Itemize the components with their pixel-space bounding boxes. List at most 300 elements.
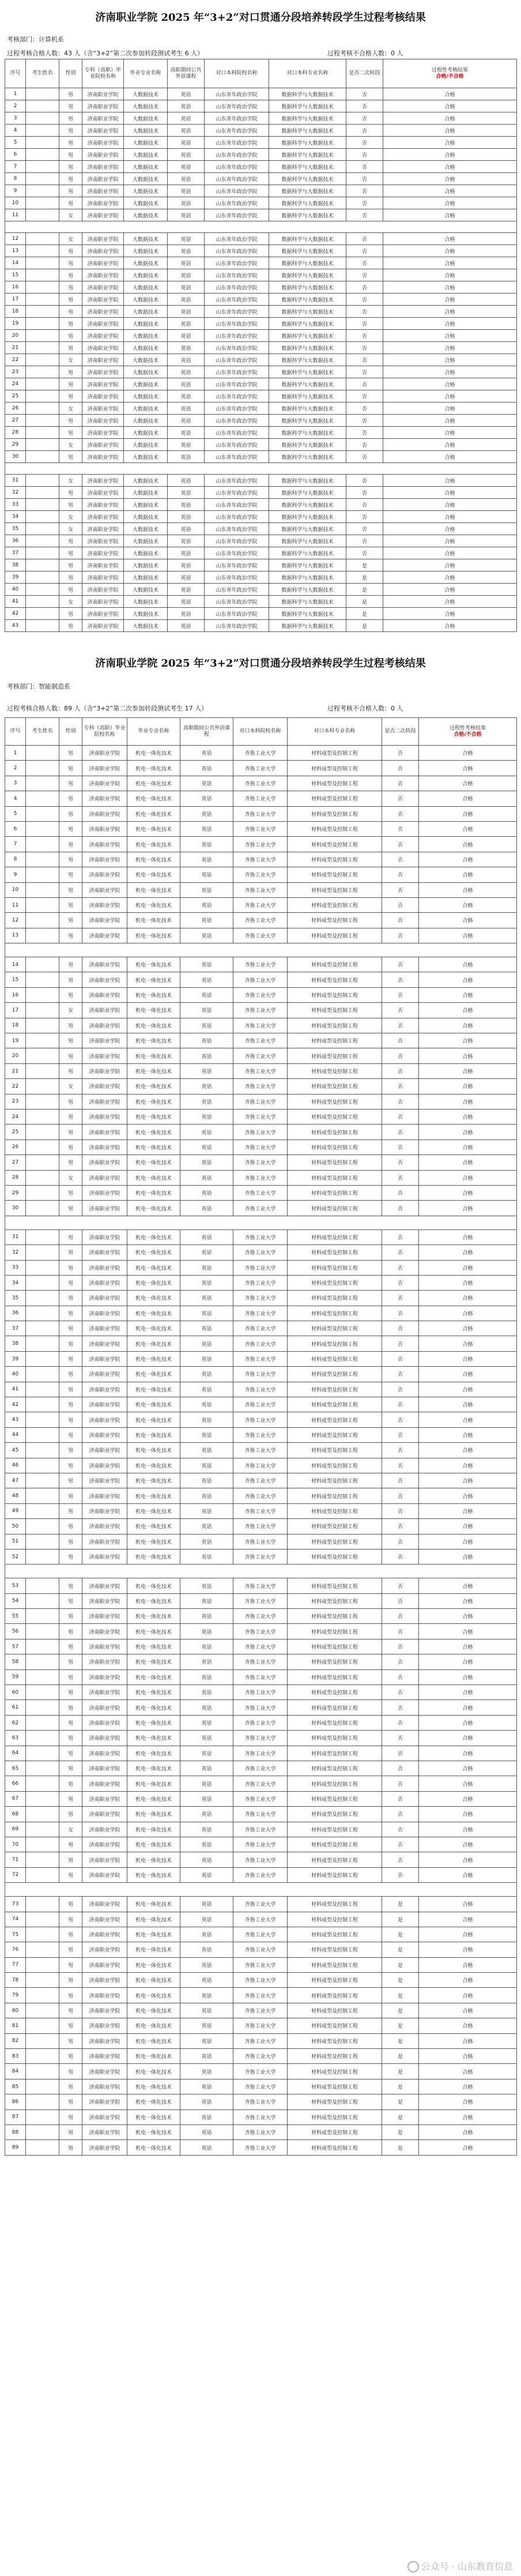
row-number: 9 [5, 867, 26, 882]
table-row [5, 2124, 517, 2139]
table-row [5, 584, 517, 596]
target-university: 齐鲁工业大学 [233, 1578, 288, 1593]
target-university: 齐鲁工业大学 [233, 761, 288, 776]
gender: 男 [59, 294, 82, 306]
table-row [5, 559, 517, 571]
row-number: 21 [5, 1063, 26, 1078]
college-name: 济南职业学院 [82, 1488, 127, 1503]
student-name [26, 806, 59, 821]
target-major: 材料成型及控制工程 [288, 1306, 382, 1321]
college-name: 济南职业学院 [82, 1700, 127, 1715]
college-name: 济南职业学院 [82, 2124, 127, 2139]
major-name: 大数据技术 [124, 137, 168, 149]
row-number: 69 [5, 1822, 26, 1837]
row-number: 35 [5, 523, 26, 535]
foreign-language: 英语 [168, 257, 205, 269]
result: 合格 [419, 1412, 517, 1427]
target-major: 材料成型及控制工程 [288, 1519, 382, 1534]
row-number: 18 [5, 1018, 26, 1033]
student-name [26, 257, 59, 269]
target-major: 材料成型及控制工程 [288, 1155, 382, 1170]
row-number: 52 [5, 1549, 26, 1564]
student-name [26, 1201, 59, 1216]
student-name [26, 535, 59, 547]
result: 合格 [419, 1018, 517, 1033]
major-name: 大数据技术 [124, 571, 168, 584]
student-name [26, 137, 59, 149]
gender: 男 [59, 1351, 82, 1366]
major-name: 机电一体化技术 [127, 1291, 180, 1306]
major-name: 机电一体化技术 [127, 1427, 180, 1442]
result: 合格 [419, 957, 517, 972]
target-major: 材料成型及控制工程 [288, 1473, 382, 1488]
row-number: 17 [5, 294, 26, 306]
gender: 男 [59, 1578, 82, 1593]
row-number: 14 [5, 957, 26, 972]
target-university: 山东青年政治学院 [205, 173, 269, 185]
row-number: 65 [5, 1761, 26, 1776]
college-name: 济南职业学院 [82, 330, 124, 342]
second-transfer: 否 [382, 1700, 419, 1715]
college-name: 济南职业学院 [82, 197, 124, 209]
gender: 女 [59, 1170, 82, 1185]
target-major: 材料成型及控制工程 [288, 1746, 382, 1761]
target-major: 材料成型及控制工程 [288, 1003, 382, 1018]
result: 合格 [419, 1715, 517, 1730]
college-name: 济南职业学院 [82, 1549, 127, 1564]
row-number: 36 [5, 1306, 26, 1321]
result: 合格 [419, 776, 517, 791]
row-number: 39 [5, 571, 26, 584]
row-number: 88 [5, 2124, 26, 2139]
result: 合格 [419, 1048, 517, 1063]
foreign-language: 英语 [168, 403, 205, 415]
student-name [26, 972, 59, 987]
table-row [5, 1412, 517, 1427]
college-name: 济南职业学院 [82, 354, 124, 366]
target-university: 齐鲁工业大学 [233, 1807, 288, 1822]
college-name: 济南职业学院 [82, 559, 124, 571]
gender: 男 [59, 1837, 82, 1852]
result: 合格 [419, 1639, 517, 1654]
second-transfer: 否 [382, 1807, 419, 1822]
target-major: 材料成型及控制工程 [288, 2033, 382, 2048]
table-row [5, 257, 517, 269]
college-name: 济南职业学院 [82, 1275, 127, 1290]
major-name: 机电一体化技术 [127, 2049, 180, 2064]
result: 合格 [383, 257, 517, 269]
second-transfer: 是 [346, 620, 383, 632]
table-row [5, 439, 517, 451]
foreign-language: 英语 [180, 1609, 233, 1624]
target-university: 齐鲁工业大学 [233, 1443, 288, 1458]
major-name: 机电一体化技术 [127, 1229, 180, 1244]
foreign-language: 英语 [180, 1367, 233, 1382]
second-transfer: 否 [346, 100, 383, 112]
gender: 男 [59, 1382, 82, 1397]
target-major: 材料成型及控制工程 [288, 928, 382, 943]
student-name [26, 1155, 59, 1170]
result: 合格 [383, 318, 517, 330]
target-university: 齐鲁工业大学 [233, 1534, 288, 1549]
second-transfer: 否 [346, 415, 383, 427]
target-university: 齐鲁工业大学 [233, 1973, 288, 1988]
result: 合格 [419, 791, 517, 806]
row-number: 7 [5, 837, 26, 852]
result: 合格 [419, 1033, 517, 1048]
foreign-language: 英语 [180, 913, 233, 928]
row-number: 31 [5, 475, 26, 487]
page-break-cell [5, 1565, 517, 1578]
gender: 男 [59, 957, 82, 972]
major-name: 机电一体化技术 [127, 1578, 180, 1593]
column-header: 专科（高职）毕业院校名称 [82, 718, 127, 746]
foreign-language: 英语 [168, 427, 205, 439]
gender: 男 [59, 821, 82, 836]
target-university: 齐鲁工业大学 [233, 987, 288, 1002]
page-break-row [5, 1565, 517, 1578]
gender: 男 [59, 1685, 82, 1700]
result: 合格 [419, 1306, 517, 1321]
target-major: 材料成型及控制工程 [288, 1245, 382, 1260]
target-university: 齐鲁工业大学 [233, 928, 288, 943]
college-name: 济南职业学院 [82, 547, 124, 559]
foreign-language: 英语 [180, 1427, 233, 1442]
target-university: 山东青年政治学院 [205, 596, 269, 608]
major-name: 机电一体化技术 [127, 1109, 180, 1124]
major-name: 大数据技术 [124, 535, 168, 547]
target-university: 山东青年政治学院 [205, 584, 269, 596]
table-row [5, 1140, 517, 1155]
target-university: 齐鲁工业大学 [233, 1412, 288, 1427]
result: 合格 [419, 1397, 517, 1412]
second-transfer: 否 [382, 1473, 419, 1488]
row-number: 77 [5, 1957, 26, 1972]
target-major: 材料成型及控制工程 [288, 882, 382, 897]
major-name: 机电一体化技术 [127, 1473, 180, 1488]
target-major: 材料成型及控制工程 [288, 2049, 382, 2064]
target-university: 齐鲁工业大学 [233, 1367, 288, 1382]
row-number: 22 [5, 354, 26, 366]
target-major: 材料成型及控制工程 [288, 2018, 382, 2033]
target-major: 材料成型及控制工程 [288, 1488, 382, 1503]
result: 合格 [383, 125, 517, 137]
foreign-language: 英语 [180, 1654, 233, 1669]
gender: 男 [59, 1609, 82, 1624]
foreign-language: 英语 [180, 1639, 233, 1654]
gender: 男 [59, 1669, 82, 1684]
major-name: 机电一体化技术 [127, 1382, 180, 1397]
table-row [5, 1109, 517, 1124]
target-major: 材料成型及控制工程 [288, 1852, 382, 1867]
target-university: 齐鲁工业大学 [233, 1822, 288, 1837]
college-name: 济南职业学院 [82, 161, 124, 173]
gender: 男 [59, 2033, 82, 2048]
table-row [5, 1685, 517, 1700]
major-name: 大数据技术 [124, 173, 168, 185]
target-major: 材料成型及控制工程 [288, 1397, 382, 1412]
foreign-language: 英语 [180, 1443, 233, 1458]
student-name [26, 354, 59, 366]
gender: 男 [59, 245, 82, 257]
college-name: 济南职业学院 [82, 1260, 127, 1275]
target-university: 齐鲁工业大学 [233, 1957, 288, 1972]
second-transfer: 否 [382, 913, 419, 928]
target-major: 数据科学与大数据技术 [269, 415, 346, 427]
row-number: 41 [5, 1382, 26, 1397]
target-major: 材料成型及控制工程 [288, 2003, 382, 2018]
target-university: 齐鲁工业大学 [233, 1033, 288, 1048]
column-header: 高职期间公共外语课程 [168, 59, 205, 88]
column-header: 考生姓名 [26, 718, 59, 746]
college-name: 济南职业学院 [82, 1473, 127, 1488]
target-major: 数据科学与大数据技术 [269, 149, 346, 161]
college-name: 济南职业学院 [82, 2033, 127, 2048]
row-number: 28 [5, 427, 26, 439]
table-row [5, 511, 517, 523]
table-row [5, 1549, 517, 1564]
student-name [26, 852, 59, 867]
foreign-language: 英语 [168, 596, 205, 608]
gender: 男 [59, 1942, 82, 1957]
foreign-language: 英语 [180, 1624, 233, 1639]
table-row [5, 1382, 517, 1397]
page-break-row [5, 1883, 517, 1897]
college-name: 济南职业学院 [82, 233, 124, 245]
college-name: 济南职业学院 [82, 100, 124, 112]
result: 合格 [419, 1746, 517, 1761]
second-transfer: 否 [382, 1185, 419, 1200]
target-major: 数据科学与大数据技术 [269, 499, 346, 511]
second-transfer: 否 [382, 1731, 419, 1746]
result: 合格 [383, 354, 517, 366]
major-name: 机电一体化技术 [127, 1912, 180, 1927]
second-transfer: 否 [346, 161, 383, 173]
student-name [26, 390, 59, 403]
page-break-cell [5, 943, 517, 957]
table-row [5, 2064, 517, 2079]
foreign-language: 英语 [168, 571, 205, 584]
gender: 男 [59, 1988, 82, 2003]
second-transfer: 否 [382, 852, 419, 867]
second-transfer: 是 [382, 1927, 419, 1942]
student-name [26, 1351, 59, 1366]
second-transfer: 否 [346, 281, 383, 294]
column-header: 毕业专业名称 [124, 59, 168, 88]
foreign-language: 英语 [180, 1321, 233, 1336]
second-transfer: 否 [382, 1746, 419, 1761]
second-transfer: 否 [382, 957, 419, 972]
major-name: 大数据技术 [124, 125, 168, 137]
college-name: 济南职业学院 [82, 1731, 127, 1746]
table-row [5, 330, 517, 342]
second-transfer: 否 [346, 475, 383, 487]
student-name [26, 1003, 59, 1018]
major-name: 机电一体化技术 [127, 1988, 180, 2003]
table-row [5, 487, 517, 499]
student-name [26, 867, 59, 882]
student-name [26, 1473, 59, 1488]
foreign-language: 英语 [180, 1125, 233, 1140]
student-name [26, 318, 59, 330]
row-number: 32 [5, 487, 26, 499]
major-name: 大数据技术 [124, 439, 168, 451]
target-major: 材料成型及控制工程 [288, 2109, 382, 2124]
target-university: 齐鲁工业大学 [233, 1593, 288, 1608]
gender: 男 [59, 620, 82, 632]
target-major: 数据科学与大数据技术 [269, 559, 346, 571]
second-transfer: 否 [382, 1033, 419, 1048]
student-name [26, 1957, 59, 1972]
foreign-language: 英语 [180, 1912, 233, 1927]
row-number: 12 [5, 913, 26, 928]
target-university: 齐鲁工业大学 [233, 1155, 288, 1170]
page-break-row [5, 463, 517, 475]
major-name: 机电一体化技术 [127, 1822, 180, 1837]
foreign-language: 英语 [180, 928, 233, 943]
college-name: 济南职业学院 [82, 1125, 127, 1140]
major-name: 机电一体化技术 [127, 791, 180, 806]
major-name: 机电一体化技术 [127, 1776, 180, 1791]
gender: 男 [59, 1549, 82, 1564]
target-major: 数据科学与大数据技术 [269, 137, 346, 149]
table-row [5, 913, 517, 928]
row-number: 61 [5, 1700, 26, 1715]
target-university: 齐鲁工业大学 [233, 1488, 288, 1503]
target-university: 齐鲁工业大学 [233, 1776, 288, 1791]
gender: 男 [59, 1761, 82, 1776]
gender: 男 [59, 1125, 82, 1140]
foreign-language: 英语 [168, 330, 205, 342]
major-name: 机电一体化技术 [127, 746, 180, 761]
college-name: 济南职业学院 [82, 511, 124, 523]
target-major: 数据科学与大数据技术 [269, 306, 346, 318]
table-row [5, 1291, 517, 1306]
table-row [5, 427, 517, 439]
college-name: 济南职业学院 [82, 366, 124, 378]
foreign-language: 英语 [180, 1852, 233, 1867]
target-major: 数据科学与大数据技术 [269, 523, 346, 535]
major-name: 大数据技术 [124, 161, 168, 173]
college-name: 济南职业学院 [82, 2109, 127, 2124]
target-major: 材料成型及控制工程 [288, 1367, 382, 1382]
college-name: 济南职业学院 [82, 1942, 127, 1957]
page-break-cell [5, 1883, 517, 1897]
result: 合格 [419, 1519, 517, 1534]
result: 合格 [419, 1351, 517, 1366]
college-name: 济南职业学院 [82, 1185, 127, 1200]
table-row [5, 821, 517, 836]
major-name: 机电一体化技术 [127, 1412, 180, 1427]
row-number: 50 [5, 1519, 26, 1534]
result: 合格 [383, 197, 517, 209]
second-transfer: 否 [382, 1079, 419, 1094]
target-major: 材料成型及控制工程 [288, 1048, 382, 1063]
gender: 男 [59, 584, 82, 596]
major-name: 机电一体化技术 [127, 1245, 180, 1260]
college-name: 济南职业学院 [82, 1654, 127, 1669]
second-transfer: 否 [346, 269, 383, 281]
college-name: 济南职业学院 [82, 1519, 127, 1534]
result: 合格 [419, 2124, 517, 2139]
major-name: 机电一体化技术 [127, 1867, 180, 1882]
target-university: 齐鲁工业大学 [233, 1063, 288, 1078]
second-transfer: 否 [382, 761, 419, 776]
target-major: 数据科学与大数据技术 [269, 112, 346, 125]
gender: 男 [59, 2140, 82, 2155]
student-name [26, 173, 59, 185]
foreign-language: 英语 [168, 499, 205, 511]
college-name: 济南职业学院 [82, 1018, 127, 1033]
row-number: 8 [5, 852, 26, 867]
result: 合格 [383, 233, 517, 245]
column-header: 是否二次转段 [382, 718, 419, 746]
second-transfer: 否 [382, 1791, 419, 1806]
table-row [5, 547, 517, 559]
gender: 男 [59, 987, 82, 1002]
second-transfer: 否 [346, 535, 383, 547]
target-university: 齐鲁工业大学 [233, 1201, 288, 1216]
gender: 男 [59, 1321, 82, 1336]
student-name [26, 1776, 59, 1791]
student-name [26, 1260, 59, 1275]
foreign-language: 英语 [168, 620, 205, 632]
major-name: 大数据技术 [124, 197, 168, 209]
target-major: 材料成型及控制工程 [288, 2079, 382, 2094]
target-university: 齐鲁工业大学 [233, 1761, 288, 1776]
foreign-language: 英语 [180, 1761, 233, 1776]
target-major: 材料成型及控制工程 [288, 2124, 382, 2139]
student-name [26, 427, 59, 439]
row-number: 39 [5, 1351, 26, 1366]
college-name: 济南职业学院 [82, 584, 124, 596]
target-major: 材料成型及控制工程 [288, 1079, 382, 1094]
student-name [26, 499, 59, 511]
gender: 男 [59, 1140, 82, 1155]
target-university: 齐鲁工业大学 [233, 2079, 288, 2094]
second-transfer: 否 [346, 403, 383, 415]
row-number: 42 [5, 1397, 26, 1412]
result: 合格 [383, 499, 517, 511]
target-major: 材料成型及控制工程 [288, 1412, 382, 1427]
second-transfer: 否 [382, 1170, 419, 1185]
row-number: 5 [5, 806, 26, 821]
row-number: 70 [5, 1837, 26, 1852]
second-transfer: 否 [382, 837, 419, 852]
foreign-language: 英语 [168, 125, 205, 137]
major-name: 大数据技术 [124, 88, 168, 100]
result: 合格 [419, 1593, 517, 1608]
foreign-language: 英语 [168, 608, 205, 620]
major-name: 机电一体化技术 [127, 761, 180, 776]
target-major: 数据科学与大数据技术 [269, 511, 346, 523]
major-name: 机电一体化技术 [127, 1654, 180, 1669]
gender: 男 [59, 972, 82, 987]
target-university: 山东青年政治学院 [205, 439, 269, 451]
target-university: 山东青年政治学院 [205, 269, 269, 281]
major-name: 大数据技术 [124, 185, 168, 197]
gender: 男 [59, 2003, 82, 2018]
table-row [5, 1155, 517, 1170]
result: 合格 [383, 451, 517, 463]
gender: 男 [59, 852, 82, 867]
doc1-result-table [5, 59, 517, 632]
target-major: 材料成型及控制工程 [288, 1837, 382, 1852]
result: 合格 [383, 161, 517, 173]
second-transfer: 否 [382, 1155, 419, 1170]
target-university: 山东青年政治学院 [205, 318, 269, 330]
foreign-language: 英语 [168, 173, 205, 185]
